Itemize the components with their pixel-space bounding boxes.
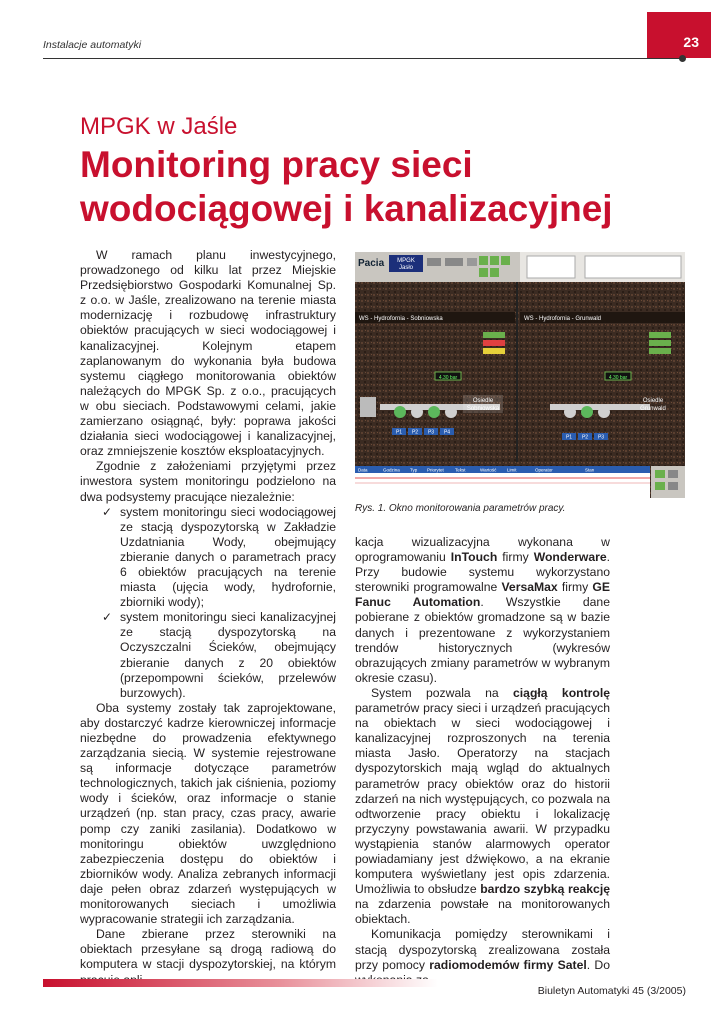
list-item-text: system monitoringu sieci kanalizacyjnej ze stacją dyspozytorską na Oczyszczalni Ścieków, obejmujący zbieranie danych z 20 obiektów (przepompowni ścieków, przelewów burzowych). — [120, 610, 336, 700]
monitoring-screenshot-figure — [355, 252, 685, 498]
table-header: Tekst — [455, 467, 466, 473]
text-run: firmy — [497, 550, 534, 565]
text-run: . Do — [586, 957, 610, 972]
pump-label: P1 — [395, 429, 403, 436]
pump-label: P2 — [581, 434, 589, 441]
list-item — [102, 505, 336, 611]
paragraph-right-1 — [355, 535, 610, 686]
text-run: . Wszystkie dane pobierane z obiektów gromadzone są w bazie danych i prezentowane z wykorzystaniem trendów historycznych (wykresów obrazujących zmiany parametrów w wybranym okresie czasu). — [355, 595, 610, 685]
paragraph-3: Oba systemy zostały tak zaprojektowane, aby dostarczyć kadrze kierowniczej informacje niezbędne do prowadzenia efektywnego zarządzania siecią. W systemie rejestrowane są informacje dotyczące parametrów technologicznych, takich jak ciśnienia, poziomy wody i ścieków, oraz informacje o stanie urządzeń (np. stan pracy, czas pracy, awarie pomp czy zaniki zasilania). Dodatkowo w monitoringu obiektów uwzględniono zabezpieczenia dostępu do obiektów i zbiorników wody. Analiza zebranych informacji daje pełen obraz zdarzeń występujących w monitorowanych sieciach i umożliwia wypracowanie strategii ich zarządzania. — [80, 700, 336, 927]
table-header: Stan — [585, 467, 595, 473]
left-station-label: Osiedle — [472, 398, 494, 404]
list-item — [102, 610, 336, 701]
right-text-column — [355, 535, 610, 988]
pump-label: P3 — [597, 434, 605, 441]
paragraph-2: Zgodnie z założeniami przyjętymi przez inwestora system monitoringu podzielono na dwa podsystemy pracujące niezależnie: — [80, 459, 336, 504]
svg-text:Grunwald: Grunwald — [640, 406, 666, 412]
pump-label: P1 — [565, 434, 573, 441]
table-header: Godzina — [383, 467, 400, 473]
table-header: Priorytet — [427, 467, 444, 473]
article-subtitle: MPGK w Jaśle — [80, 113, 238, 140]
text-run: . Przy budowie systemu wykorzystano sterowniki programowalne — [355, 550, 611, 595]
figure-caption: Rys. 1. Okno monitorowania parametrów pracy. — [355, 503, 566, 514]
logo-text: Pacia — [358, 258, 385, 269]
right-panel-title: WS - Hydrofornia - Grunwald — [524, 316, 602, 322]
pump-label: P3 — [427, 429, 435, 436]
text-run: Komunikacja pomiędzy sterownikami i stacją dyspozytorską zrealizowana została przy pomocy — [355, 927, 610, 972]
text-run: kacja wizualizacyjna wykonana w oprogramowaniu — [355, 535, 610, 565]
left-panel-title: WS - Hydrofornia - Sobniowska — [359, 316, 443, 322]
paragraph-right-2 — [355, 686, 610, 928]
emphasis: ciągłą kontrolę — [513, 685, 610, 700]
company-name: GE Fanuc Automation — [355, 580, 610, 610]
article-title: Monitoring pracy sieci wodociągowej i kanalizacyjnej — [80, 144, 613, 229]
title-line-2: Jasło — [398, 265, 414, 271]
text-run: na zdarzenia powstałe na monitorowanych obiektach. — [355, 897, 610, 927]
section-label: Instalacje automatyki — [43, 39, 142, 51]
table-header: Limit — [507, 467, 517, 473]
footer-gradient-bar — [43, 979, 438, 987]
header-rule — [43, 58, 683, 59]
table-header: Wartość — [480, 467, 497, 473]
checkmark-icon: ✓ — [102, 610, 113, 625]
text-run: parametrów pracy sieci i urządzeń pracujących na obiektach w sieci wodociągowej i kanalizacyjnej rozproszonych na terenia miasta Jasło. Operatorzy na stacjach dyspozytorskich mają wgląd do aktualnych parametrów pracy obiektów oraz do historii zdarzeń na nich występujących, co pozwala na odtworzenie pracy obiektu i lokalizację przyczyny powstawania awarii. W przypadku wystąpienia stanów alarmowych operator powiadamiany jest dźwiękowo, a na ekranie komputera wyświetlany jest opis zdarzenia. Umożliwia to obsłudze — [355, 701, 610, 897]
text-run: firmy — [557, 580, 593, 595]
emphasis: bardzo szybką reakcję — [480, 882, 610, 897]
text-run: System pozwala na — [371, 685, 513, 700]
list-item-text: system monitoringu sieci wodociągowej ze stacją dyspozytorską w Zakładzie Uzdatniania Wody, obejmujący zbieranie danych o parametrach pracy 6 obiektów pracujących na terenie miasta (ujęcia wody, hydrofornie, zbiorniki wody); — [120, 504, 336, 610]
paragraph-4: Dane zbierane przez sterowniki na obiektach przesyłane są drogą radiową do komputera w stacji dyspozytorskiej, na którym — [80, 927, 336, 972]
product-name: InTouch — [450, 550, 498, 565]
checkmark-icon: ✓ — [102, 504, 113, 519]
left-text-column — [80, 248, 336, 988]
company-name: Wonderware — [533, 550, 607, 565]
bullet-list — [80, 505, 336, 701]
left-value: 4.30 bar — [438, 375, 458, 381]
pump-label: P4 — [443, 429, 451, 436]
header-rule-dot — [679, 55, 686, 62]
scada-window-illustration — [355, 252, 685, 498]
table-header: Typ — [410, 467, 418, 473]
paragraph-1: W ramach planu inwestycyjnego, prowadzonego od kilku lat przez Miejskie Przedsiębiorstwo Gospodarki Komunalnej Sp. z o.o. w Jaśle, zrealizowano na terenie miasta modernizację i rozbudowę infrastruktury obiektów pracujących w sieci wodociągowej i kanalizacyjnej. Kolejnym etapem zaplanowanym do wykonania była budowa systemu ciągłego monitorowania obiektów należących do MPGK Sp. z o.o., pracujących w obu sieciach. Podstawowymi celami, jakie zamierzano osiągnąć, były: poprawa jakości działania sieci wodociągowej i kanalizacyjnej, oraz zmniejszenie kosztów eksploatacyjnych. — [80, 248, 336, 459]
title-line-1: MPGK — [397, 258, 415, 264]
right-value: 4.30 bar — [608, 375, 628, 381]
page-number: 23 — [683, 34, 699, 50]
table-header: Data — [358, 467, 368, 473]
right-station-label: Osiedle — [642, 398, 664, 404]
pump-label: P2 — [411, 429, 419, 436]
footer-publication: Biuletyn Automatyki 45 (3/2005) — [537, 985, 686, 997]
svg-text:Sobniowska: Sobniowska — [466, 406, 500, 412]
table-header: Operator — [535, 467, 553, 473]
product-name: VersaMax — [501, 580, 558, 595]
emphasis: radiomodemów firmy Satel — [429, 957, 587, 972]
